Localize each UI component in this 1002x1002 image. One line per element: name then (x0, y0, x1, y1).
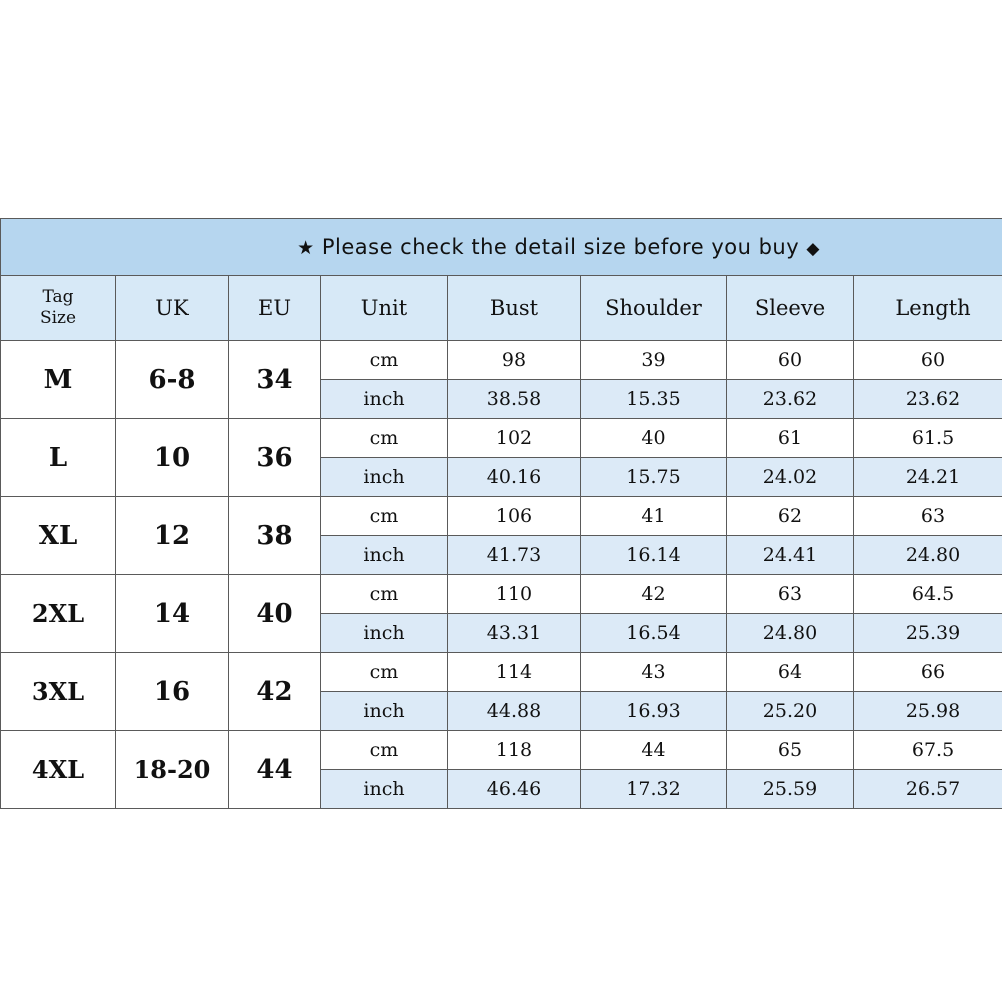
cell-sleeve-inch: 23.62 (727, 380, 854, 419)
cell-shoulder-inch: 15.75 (581, 458, 727, 497)
cell-tag-size: 2XL (1, 575, 116, 653)
cell-shoulder-cm: 44 (581, 731, 727, 770)
cell-length-cm: 61.5 (854, 419, 1002, 458)
cell-tag-size: M (1, 341, 116, 419)
cell-sleeve-inch: 24.80 (727, 614, 854, 653)
cell-sleeve-inch: 24.02 (727, 458, 854, 497)
cell-sleeve-inch: 24.41 (727, 536, 854, 575)
header-shoulder: Shoulder (581, 276, 727, 341)
cell-sleeve-cm: 65 (727, 731, 854, 770)
cell-uk: 12 (116, 497, 229, 575)
cell-shoulder-inch: 15.35 (581, 380, 727, 419)
cell-unit-cm: cm (321, 497, 448, 536)
table-row (1, 497, 1002, 536)
cell-eu: 34 (229, 341, 321, 419)
header-tag-size-line2: Size (39, 308, 77, 328)
cell-tag-size: XL (1, 497, 116, 575)
cell-unit-inch: inch (321, 614, 448, 653)
cell-bust-cm: 102 (448, 419, 581, 458)
cell-shoulder-cm: 43 (581, 653, 727, 692)
header-length: Length (854, 276, 1002, 341)
table-row (1, 341, 1002, 380)
header-sleeve: Sleeve (727, 276, 854, 341)
cell-bust-cm: 98 (448, 341, 581, 380)
cell-bust-inch: 40.16 (448, 458, 581, 497)
cell-length-inch: 26.57 (854, 770, 1002, 809)
cell-shoulder-cm: 41 (581, 497, 727, 536)
cell-sleeve-inch: 25.59 (727, 770, 854, 809)
table-row (1, 575, 1002, 614)
cell-unit-cm: cm (321, 731, 448, 770)
cell-eu: 40 (229, 575, 321, 653)
cell-sleeve-cm: 62 (727, 497, 854, 536)
size-chart-table (0, 218, 1002, 809)
cell-sleeve-cm: 64 (727, 653, 854, 692)
header-unit: Unit (321, 276, 448, 341)
cell-sleeve-cm: 63 (727, 575, 854, 614)
cell-tag-size: 4XL (1, 731, 116, 809)
cell-unit-inch: inch (321, 458, 448, 497)
diamond-icon: ◆ (806, 239, 820, 259)
cell-uk: 10 (116, 419, 229, 497)
cell-unit-cm: cm (321, 575, 448, 614)
cell-eu: 36 (229, 419, 321, 497)
cell-length-cm: 66 (854, 653, 1002, 692)
cell-bust-cm: 106 (448, 497, 581, 536)
cell-unit-cm: cm (321, 653, 448, 692)
cell-eu: 42 (229, 653, 321, 731)
cell-unit-cm: cm (321, 341, 448, 380)
header-uk: UK (116, 276, 229, 341)
cell-shoulder-cm: 40 (581, 419, 727, 458)
cell-uk: 6-8 (116, 341, 229, 419)
cell-bust-cm: 110 (448, 575, 581, 614)
header-tag-size (1, 276, 116, 341)
cell-eu: 44 (229, 731, 321, 809)
cell-shoulder-cm: 42 (581, 575, 727, 614)
cell-unit-inch: inch (321, 692, 448, 731)
cell-bust-inch: 43.31 (448, 614, 581, 653)
cell-eu: 38 (229, 497, 321, 575)
cell-length-inch: 25.39 (854, 614, 1002, 653)
cell-unit-inch: inch (321, 536, 448, 575)
cell-length-inch: 24.21 (854, 458, 1002, 497)
banner-text: Please check the detail size before you buy (321, 235, 800, 259)
cell-length-inch: 23.62 (854, 380, 1002, 419)
cell-shoulder-inch: 16.93 (581, 692, 727, 731)
cell-sleeve-inch: 25.20 (727, 692, 854, 731)
header-eu: EU (229, 276, 321, 341)
header-bust: Bust (448, 276, 581, 341)
table-row (1, 653, 1002, 692)
cell-length-cm: 60 (854, 341, 1002, 380)
cell-shoulder-inch: 16.14 (581, 536, 727, 575)
star-icon: ★ (297, 237, 315, 259)
cell-sleeve-cm: 61 (727, 419, 854, 458)
cell-bust-inch: 38.58 (448, 380, 581, 419)
cell-uk: 16 (116, 653, 229, 731)
cell-uk: 14 (116, 575, 229, 653)
header-tag-size-line1: Tag (42, 286, 74, 307)
cell-length-inch: 25.98 (854, 692, 1002, 731)
cell-tag-size: L (1, 419, 116, 497)
cell-bust-inch: 41.73 (448, 536, 581, 575)
cell-unit-inch: inch (321, 380, 448, 419)
cell-shoulder-inch: 17.32 (581, 770, 727, 809)
banner-row (1, 219, 1002, 276)
cell-bust-cm: 114 (448, 653, 581, 692)
cell-length-inch: 24.80 (854, 536, 1002, 575)
table-row (1, 731, 1002, 770)
cell-length-cm: 63 (854, 497, 1002, 536)
cell-unit-inch: inch (321, 770, 448, 809)
cell-uk: 18-20 (116, 731, 229, 809)
table-row (1, 419, 1002, 458)
cell-length-cm: 67.5 (854, 731, 1002, 770)
cell-bust-cm: 118 (448, 731, 581, 770)
cell-unit-cm: cm (321, 419, 448, 458)
cell-shoulder-inch: 16.54 (581, 614, 727, 653)
cell-bust-inch: 46.46 (448, 770, 581, 809)
cell-tag-size: 3XL (1, 653, 116, 731)
cell-shoulder-cm: 39 (581, 341, 727, 380)
table-header-row (1, 276, 1002, 341)
cell-bust-inch: 44.88 (448, 692, 581, 731)
cell-sleeve-cm: 60 (727, 341, 854, 380)
cell-length-cm: 64.5 (854, 575, 1002, 614)
banner-cell (1, 219, 1002, 276)
